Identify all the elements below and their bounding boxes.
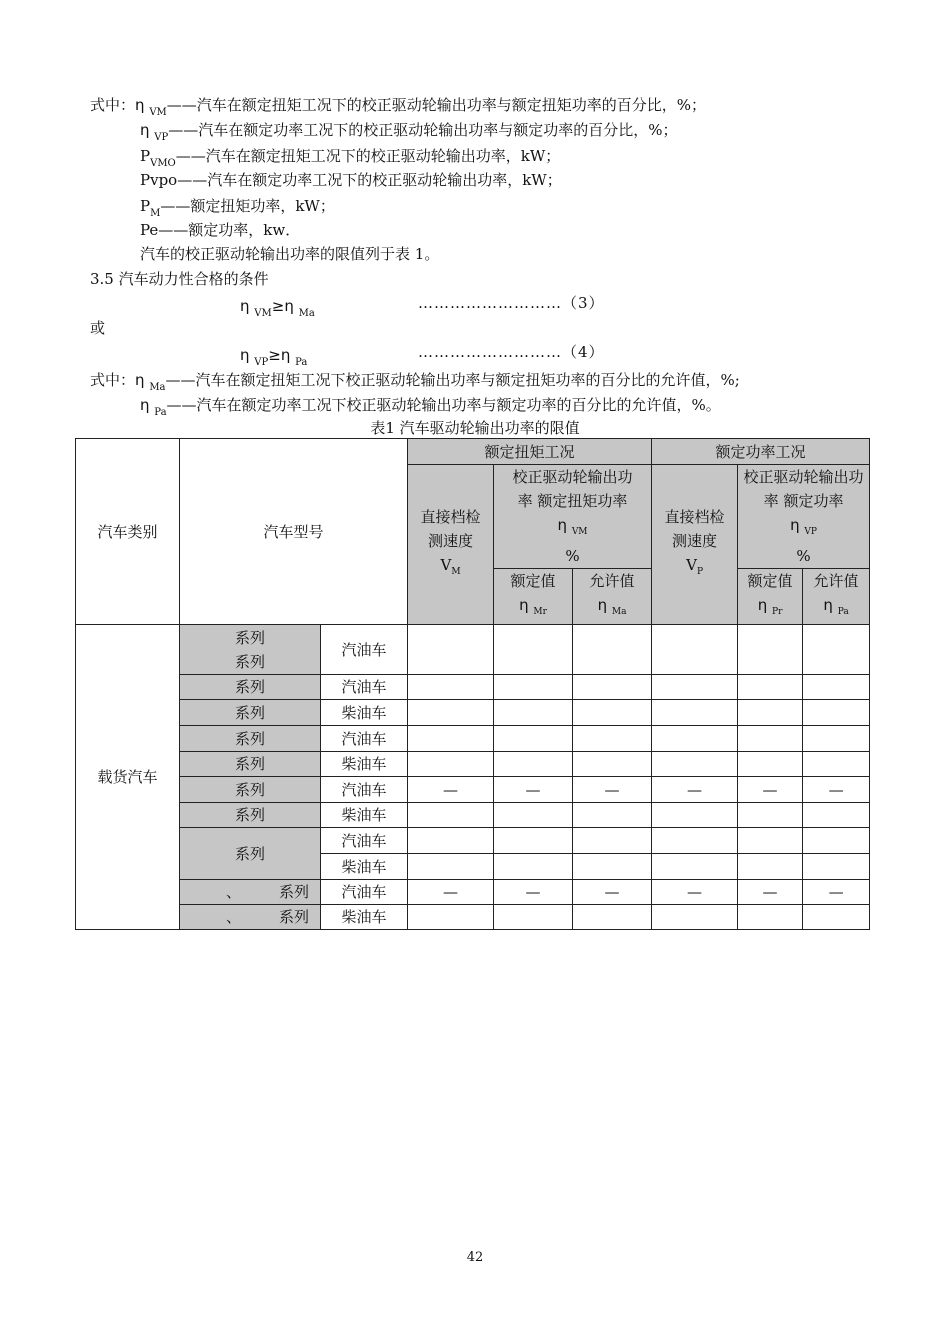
- fuel-type-cell: 汽油车: [321, 675, 408, 700]
- fuel-type-cell: 柴油车: [321, 854, 408, 880]
- fuel-type-cell: 汽油车: [321, 777, 408, 803]
- dash-cell: —: [494, 880, 573, 905]
- model-series-cell: 系列: [180, 700, 321, 726]
- fuel-type-cell: 汽油车: [321, 880, 408, 905]
- model-series-cell: 系列: [180, 803, 321, 828]
- dash-cell: —: [408, 777, 494, 803]
- fuel-type-cell: 柴油车: [321, 905, 408, 930]
- model-series-cell: 系列: [180, 675, 321, 700]
- header-speed-vm: 直接档检 测速度 $V_M$: [408, 465, 494, 625]
- or-text: 或: [90, 319, 106, 337]
- table-row: [76, 905, 870, 930]
- header-rated-torque: 额定扭矩工况: [408, 439, 652, 465]
- table-row: [76, 675, 870, 700]
- model-series-cell: 系列 系列: [180, 625, 321, 675]
- header-speed-vp: 直接档检 测速度 $V_P$: [652, 465, 738, 625]
- def-pe: Pe——额定功率，kw．: [140, 221, 301, 239]
- table-reference: 汽车的校正驱动轮输出功率的限值列于表 1。: [140, 245, 440, 263]
- model-series-cell: 、 系列: [180, 905, 321, 930]
- table-row: [76, 625, 870, 675]
- header-rated-power: 额定功率工况: [652, 439, 870, 465]
- dash-cell: —: [408, 880, 494, 905]
- formula-4: η $_{VP}$≥η $_{Pa}$: [240, 346, 308, 368]
- fuel-type-cell: 汽油车: [321, 828, 408, 854]
- def-pm: $P_M——$额定扭矩功率，kW；: [140, 197, 335, 219]
- fuel-type-cell: 柴油车: [321, 803, 408, 828]
- dash-cell: —: [573, 777, 652, 803]
- fuel-type-cell: 柴油车: [321, 700, 408, 726]
- fuel-type-cell: 汽油车: [321, 625, 408, 675]
- header-category: 汽车类别: [76, 439, 180, 625]
- dash-cell: —: [652, 777, 738, 803]
- dash-cell: —: [803, 777, 870, 803]
- header-model: 汽车型号: [180, 439, 408, 625]
- fuel-type-cell: 汽油车: [321, 726, 408, 752]
- header-allowed-pa: 允许值 η $_{Pa}$: [803, 569, 870, 625]
- table-row: [76, 726, 870, 752]
- model-series-cell: 系列: [180, 752, 321, 777]
- page-number: 42: [466, 1250, 484, 1265]
- model-series-cell: 系列: [180, 777, 321, 803]
- def-eta-pa: η $_{Pa}$——汽车在额定功率工况下校正驱动轮输出功率与额定功率的百分比的允许值，%。: [140, 396, 721, 418]
- dash-cell: —: [803, 880, 870, 905]
- model-series-cell: 系列: [180, 726, 321, 752]
- dash-cell: —: [652, 880, 738, 905]
- category-cell: 载货汽车: [76, 625, 180, 930]
- power-limit-table: [75, 438, 870, 930]
- table-row: [76, 803, 870, 828]
- def-eta-ma: 式中：η $_{Ma}$——汽车在额定扭矩工况下校正驱动轮输出功率与额定扭矩功率的百分比的允许值，%;: [90, 371, 740, 393]
- table-row: [76, 777, 870, 803]
- model-series-cell: 、 系列: [180, 880, 321, 905]
- table-row: [76, 880, 870, 905]
- section-heading: 3.5 汽车动力性合格的条件: [90, 270, 269, 288]
- fuel-type-cell: 柴油车: [321, 752, 408, 777]
- dash-cell: —: [494, 777, 573, 803]
- table-row: [76, 700, 870, 726]
- header-allowed-ma: 允许值 η $_{Ma}$: [573, 569, 652, 625]
- dash-cell: —: [738, 777, 803, 803]
- table-row: [76, 752, 870, 777]
- def-pvmo: $P_{VMO}——$汽车在额定扭矩工况下的校正驱动轮输出功率，kW；: [140, 147, 561, 169]
- header-rated-pr: 额定值 η $_{Pr}$: [738, 569, 803, 625]
- dash-cell: —: [738, 880, 803, 905]
- formula-3-number: ………………………（3）: [418, 294, 605, 312]
- header-rated-mr: 额定值 η $_{Mr}$: [494, 569, 573, 625]
- header-eta-vm: 校正驱动轮输出功 率 额定扭矩功率 η $_{VM}$ %: [494, 465, 652, 569]
- def-eta-vm: 式中：η $_{VM}$——汽车在额定扭矩工况下的校正驱动轮输出功率与额定扭矩功率的百分比，%；: [90, 96, 707, 118]
- model-series-cell: 系列: [180, 828, 321, 880]
- formula-4-number: ………………………（4）: [418, 343, 605, 361]
- def-eta-vp: η $_{VP}$——汽车在额定功率工况下的校正驱动轮输出功率与额定功率的百分比，%；: [140, 121, 678, 143]
- dash-cell: —: [573, 880, 652, 905]
- table-caption: 表1 汽车驱动轮输出功率的限值: [370, 419, 580, 437]
- table-row: [76, 828, 870, 854]
- def-pvpo: Pvpo——汽车在额定功率工况下的校正驱动轮输出功率，kW；: [140, 171, 562, 189]
- header-eta-vp: 校正驱动轮输出功 率 额定功率 η $_{VP}$ %: [738, 465, 870, 569]
- formula-3: η $_{VM}$≥η $_{Ma}$: [240, 297, 315, 319]
